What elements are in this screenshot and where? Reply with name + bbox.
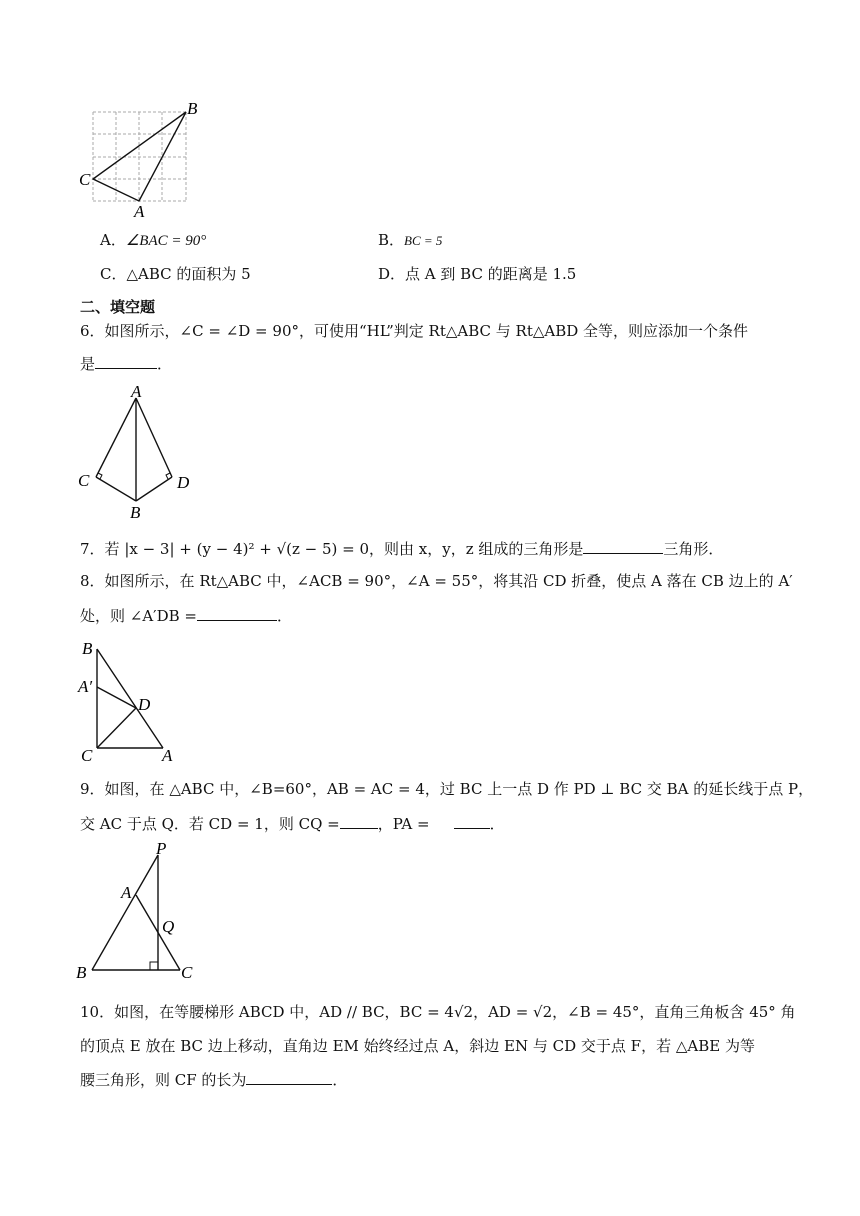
q5-option-A-letter: A． xyxy=(100,231,126,249)
q6-label-C: C xyxy=(78,471,90,490)
q7-text-prefix: 若 |x − 3| + (y − 4)² + √(z − 5) = 0，则由 x，y，z 组成的三角形是 xyxy=(104,540,584,558)
q9-label-P: P xyxy=(156,840,167,858)
q9-label-Q: Q xyxy=(162,917,175,936)
q5-option-B-text: BC = 5 xyxy=(404,233,443,248)
q6-label-A: A xyxy=(131,384,142,401)
q5-option-A-text: ∠BAC = 90° xyxy=(125,233,207,249)
q9-label-B: B xyxy=(76,963,87,982)
q5-grid-figure xyxy=(76,100,206,220)
q9-line1 xyxy=(80,778,813,800)
q7-line xyxy=(80,537,723,560)
q5-option-C-letter: C． xyxy=(100,265,127,283)
q8-answer-blank[interactable] xyxy=(197,604,277,621)
q5-option-A xyxy=(100,229,206,252)
q5-option-D xyxy=(378,263,576,285)
q9-label-A: A xyxy=(121,883,132,902)
q5-label-B: B xyxy=(187,100,198,118)
q10-number: 10． xyxy=(80,1003,115,1021)
q10-text2: 的顶点 E 放在 BC 边上移动，直角边 EM 始终经过点 A，斜边 EN 与 CD 交于点 F，若 △ABE 为等 xyxy=(80,1037,755,1055)
q9-line2 xyxy=(80,812,505,835)
q8-text: 如图所示，在 Rt△ABC 中，∠ACB = 90°，∠A = 55°，将其沿 CD 折叠，使点 A 落在 CB 边上的 A′ xyxy=(104,572,793,590)
q6-label-B: B xyxy=(130,503,141,522)
q6-line1 xyxy=(80,320,748,342)
q6-number: 6． xyxy=(80,322,105,340)
q5-option-D-letter: D． xyxy=(378,265,406,283)
q5-option-B-letter: B． xyxy=(378,231,405,249)
q8-label-C: C xyxy=(81,746,93,765)
q6-label-D: D xyxy=(177,473,190,492)
q9-line2-suffix: ． xyxy=(489,815,505,833)
q5-option-C-text: △ABC 的面积为 5 xyxy=(126,265,251,283)
q6-text: 如图所示，∠C = ∠D = 90°，可使用“HL”判定 Rt△ABC 与 Rt△ABD 全等，则应添加一个条件 xyxy=(104,322,749,340)
q5-option-B xyxy=(378,229,442,252)
q10-line3 xyxy=(80,1068,347,1091)
q8-label-D: D xyxy=(138,695,151,714)
q9-answer-blank-PA[interactable] xyxy=(454,812,490,829)
q10-line3-suffix: ． xyxy=(332,1071,348,1089)
q10-text1: 如图，在等腰梯形 ABCD 中，AD // BC，BC = 4√2，AD = √2，∠B = 45°，直角三角板含 45° 角 xyxy=(114,1003,796,1021)
q9-line2-prefix: 交 AC 于点 Q．若 CD = 1，则 CQ = xyxy=(80,815,340,833)
q5-option-D-text: 点 A 到 BC 的距离是 1.5 xyxy=(405,265,577,283)
q10-answer-blank[interactable] xyxy=(246,1068,332,1085)
q8-label-A: A xyxy=(162,746,173,765)
q6-kite-figure xyxy=(74,384,204,522)
q6-line2-prefix: 是 xyxy=(80,355,96,373)
q7-number: 7． xyxy=(80,540,105,558)
q5-label-C: C xyxy=(79,170,91,189)
q10-line2 xyxy=(80,1035,755,1057)
q8-label-B: B xyxy=(82,639,93,658)
q8-number: 8． xyxy=(80,572,105,590)
q9-answer-blank-CQ[interactable] xyxy=(340,812,378,829)
q6-line2-suffix: ． xyxy=(157,355,173,373)
q7-text-suffix: 三角形． xyxy=(663,540,724,558)
q9-line2-mid: ，PA = xyxy=(377,815,430,833)
q8-fold-figure xyxy=(74,638,194,766)
q9-number: 9． xyxy=(80,780,105,798)
q10-line3-prefix: 腰三角形，则 CF 的长为 xyxy=(80,1071,247,1089)
q9-triangle-figure xyxy=(74,840,204,986)
q5-label-A: A xyxy=(134,202,145,220)
q6-line2 xyxy=(80,352,172,375)
q8-line1 xyxy=(80,570,793,592)
q7-answer-blank[interactable] xyxy=(583,537,663,554)
q10-line1 xyxy=(80,1001,796,1023)
q9-text: 如图，在 △ABC 中，∠B=60°，AB = AC = 4，过 BC 上一点 D 作 PD ⊥ BC 交 BA 的延长线于点 P， xyxy=(104,780,814,798)
q8-line2-suffix: ． xyxy=(276,607,292,625)
q5-option-C xyxy=(100,263,251,285)
q9-label-C: C xyxy=(181,963,193,982)
q6-answer-blank[interactable] xyxy=(95,352,157,369)
q8-line2-prefix: 处，则 ∠A′DB = xyxy=(80,607,197,625)
section-title: 二、填空题 xyxy=(80,298,156,316)
q8-label-A1: A′ xyxy=(78,677,93,696)
q8-line2 xyxy=(80,604,292,627)
